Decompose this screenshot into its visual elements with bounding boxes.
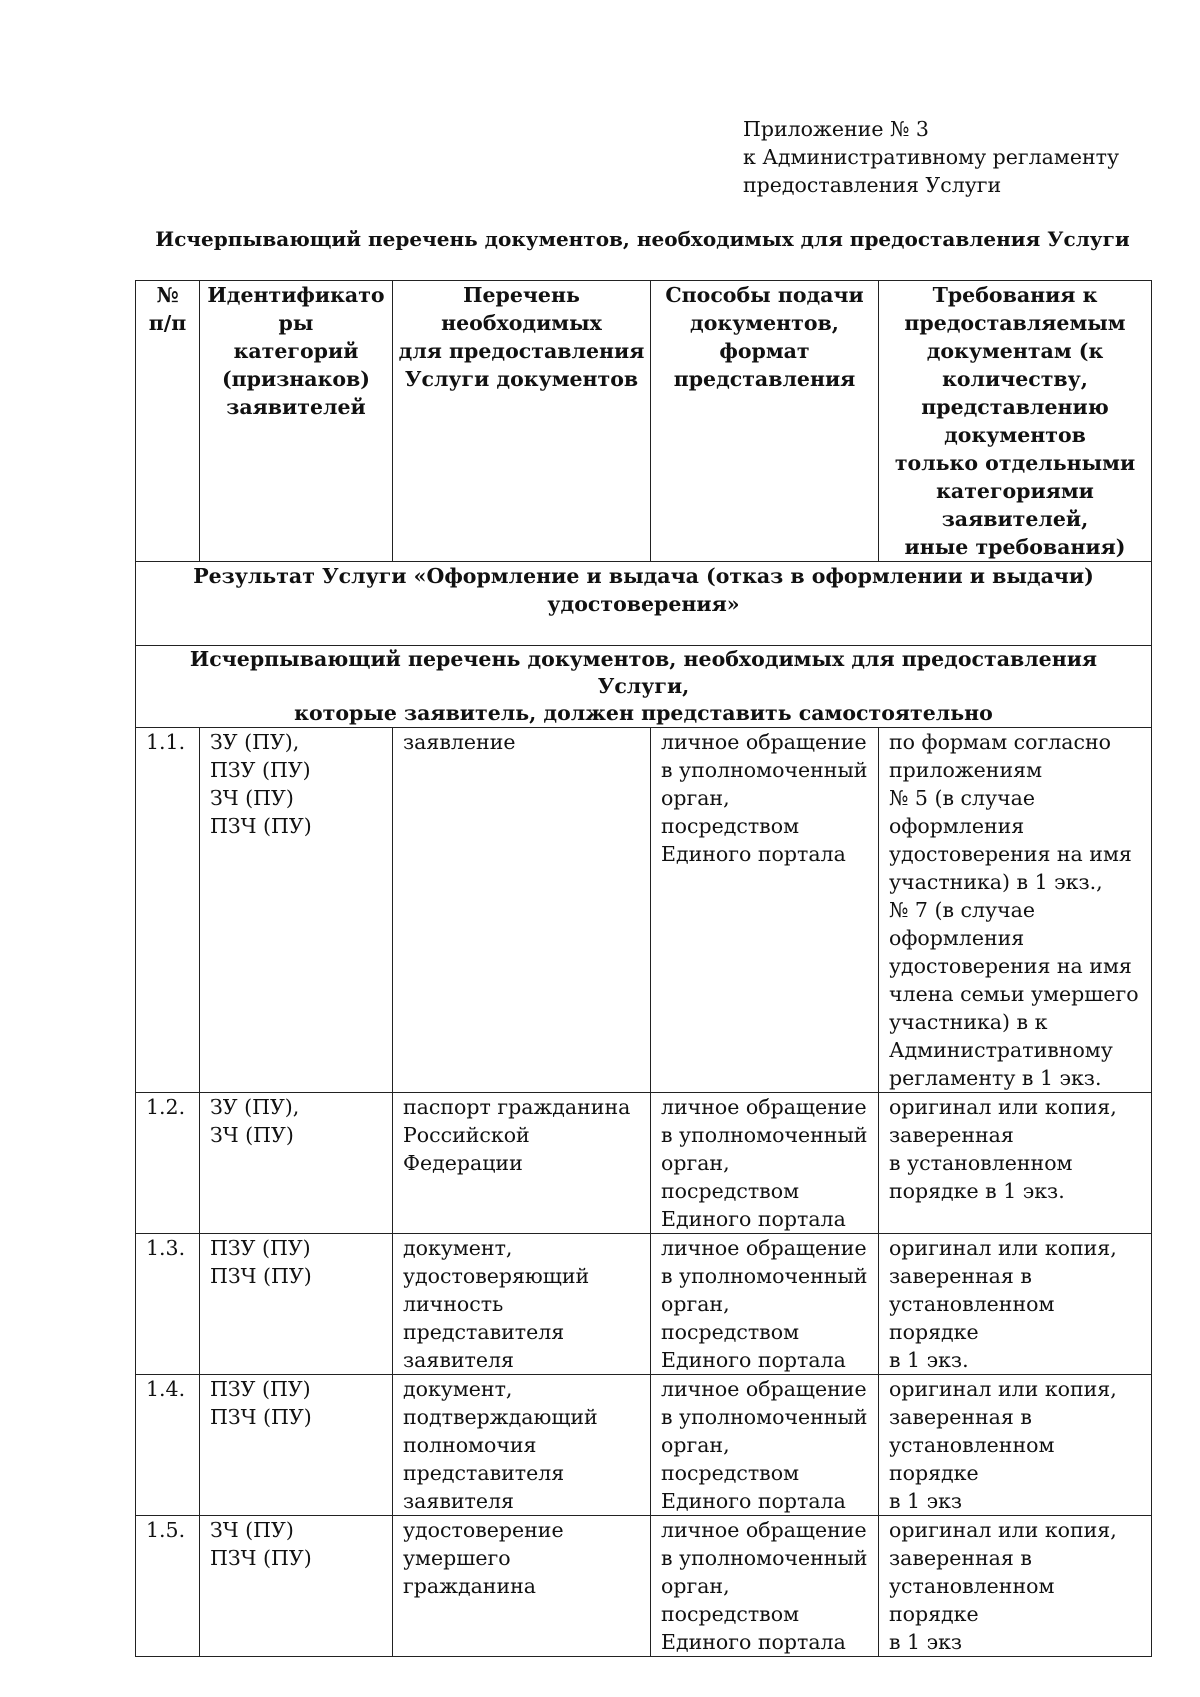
table-row: [136, 728, 1152, 1093]
section-result-heading: Результат Услуги «Оформление и выдача (отказ в оформлении и выдачи) удостоверения»: [136, 562, 1152, 646]
row-number: 1.5.: [136, 1516, 200, 1657]
row-method: личное обращение в уполномоченный орган, посредством Единого портала: [651, 1516, 879, 1657]
row-number: 1.2.: [136, 1093, 200, 1234]
table-header-row: [136, 281, 1152, 562]
appendix-line-3: предоставления Услуги: [743, 173, 1002, 197]
row-document: заявление: [393, 728, 651, 1093]
row-requirements: оригинал или копия, заверенная в установленном порядке в 1 экз: [879, 1375, 1152, 1516]
section-list-heading: Исчерпывающий перечень документов, необходимых для предоставления Услуги, которые заявитель, должен представить самостоятельно: [136, 646, 1152, 728]
row-method: личное обращение в уполномоченный орган, посредством Единого портала: [651, 1234, 879, 1375]
documents-table: [135, 280, 1152, 1657]
header-methods: Способы подачи документов, формат представления: [651, 281, 879, 562]
table-row: [136, 1234, 1152, 1375]
row-requirements: оригинал или копия, заверенная в установленном порядке в 1 экз.: [879, 1234, 1152, 1375]
row-document: документ, удостоверяющий личность представителя заявителя: [393, 1234, 651, 1375]
row-number: 1.1.: [136, 728, 200, 1093]
row-number: 1.3.: [136, 1234, 200, 1375]
row-requirements: оригинал или копия, заверенная в установленном порядке в 1 экз.: [879, 1093, 1152, 1234]
table-row: [136, 1093, 1152, 1234]
row-method: личное обращение в уполномоченный орган, посредством Единого портала: [651, 728, 879, 1093]
row-number: 1.4.: [136, 1375, 200, 1516]
row-document: удостоверение умершего гражданина: [393, 1516, 651, 1657]
header-categories: Идентификато ры категорий (признаков) заявителей: [200, 281, 393, 562]
section-list-row: [136, 646, 1152, 728]
row-method: личное обращение в уполномоченный орган, посредством Единого портала: [651, 1093, 879, 1234]
row-categories: ЗУ (ПУ), ЗЧ (ПУ): [200, 1093, 393, 1234]
row-categories: ЗУ (ПУ), ПЗУ (ПУ) ЗЧ (ПУ) ПЗЧ (ПУ): [200, 728, 393, 1093]
row-categories: ПЗУ (ПУ) ПЗЧ (ПУ): [200, 1234, 393, 1375]
header-requirements: Требования к предоставляемым документам (к количеству, представлению документов только отдельными категориями заявителей, иные требования): [879, 281, 1152, 562]
row-categories: ЗЧ (ПУ) ПЗЧ (ПУ): [200, 1516, 393, 1657]
appendix-line-1: Приложение № 3: [743, 117, 929, 141]
section-result-row: [136, 562, 1152, 646]
appendix-note: [743, 115, 1119, 199]
row-requirements: оригинал или копия, заверенная в установленном порядке в 1 экз: [879, 1516, 1152, 1657]
row-document: паспорт гражданина Российской Федерации: [393, 1093, 651, 1234]
appendix-line-2: к Административному регламенту: [743, 145, 1120, 169]
row-requirements: по формам согласно приложениям № 5 (в случае оформления удостоверения на имя участника) в 1 экз., № 7 (в случае оформления удостоверения на имя члена семьи умершего участника) в к Административному регламенту в 1 экз.: [879, 728, 1152, 1093]
header-number: № п/п: [136, 281, 200, 562]
table-row: [136, 1516, 1152, 1657]
header-documents: Перечень необходимых для предоставления Услуги документов: [393, 281, 651, 562]
row-document: документ, подтверждающий полномочия представителя заявителя: [393, 1375, 651, 1516]
table-row: [136, 1375, 1152, 1516]
row-method: личное обращение в уполномоченный орган, посредством Единого портала: [651, 1375, 879, 1516]
row-categories: ПЗУ (ПУ) ПЗЧ (ПУ): [200, 1375, 393, 1516]
document-title: Исчерпывающий перечень документов, необходимых для предоставления Услуги: [155, 227, 1130, 251]
